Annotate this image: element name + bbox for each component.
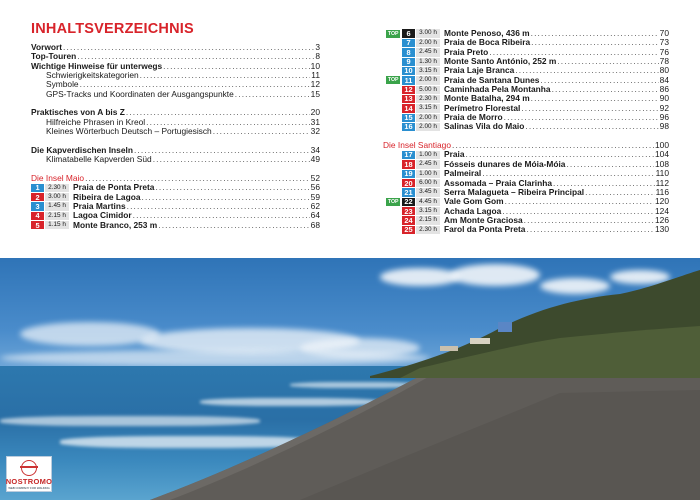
tour-duration: 3.00 h [45, 193, 69, 201]
building [470, 338, 490, 344]
page-number: 56 [310, 182, 320, 193]
page-number: 124 [655, 205, 669, 216]
tour-duration: 2.00 h [416, 123, 440, 131]
tour-title: Praia [444, 149, 465, 160]
page-number: 96 [659, 112, 669, 123]
leader-dots [531, 29, 659, 38]
toc-entry[interactable] [383, 104, 669, 113]
leader-dots [134, 146, 310, 155]
page-number: 73 [659, 37, 669, 48]
top-badge: TOP [387, 198, 399, 205]
logo-tagline: WEB COMPANY FOR WALKING [8, 486, 50, 490]
tour-number: 18 [402, 160, 415, 168]
leader-dots [158, 221, 309, 230]
toc-entry[interactable] [31, 127, 320, 136]
page-number: 76 [659, 46, 669, 57]
tour-title: Vale Gom Gom [444, 196, 504, 207]
tour-title: Praia Preto [444, 46, 489, 57]
top-badge: TOP [387, 30, 399, 37]
tour-number: 1 [31, 184, 44, 192]
toc-column-left [31, 43, 320, 230]
page-number: 90 [659, 93, 669, 104]
page-number: 126 [655, 214, 669, 225]
tour-title: Monte Branco, 253 m [73, 219, 158, 230]
page-number: 78 [659, 56, 669, 67]
tour-duration: 2.30 h [416, 226, 440, 234]
tour-number: 24 [402, 216, 415, 224]
tour-number: 13 [402, 95, 415, 103]
leader-dots [557, 57, 658, 66]
leader-dots [552, 85, 659, 94]
toc-entry[interactable] [383, 113, 669, 122]
tour-duration: 2.00 h [416, 114, 440, 122]
leader-dots [531, 38, 659, 47]
page-number: 130 [655, 224, 669, 235]
toc-entry[interactable] [383, 197, 669, 206]
toc-entry[interactable] [383, 94, 669, 103]
page-number: 120 [655, 196, 669, 207]
tour-title: Achada Lagoa [444, 205, 502, 216]
tour-number: 2 [31, 193, 44, 201]
leader-dots [163, 62, 310, 71]
page-number: 8 [315, 51, 320, 62]
toc-entry[interactable] [383, 225, 669, 234]
leader-dots [566, 160, 654, 169]
entry-title: Kleines Wörterbuch Deutsch – Portugiesisch [46, 126, 212, 137]
page-number: 112 [655, 177, 669, 188]
page-number: 59 [310, 191, 320, 202]
leader-dots [141, 193, 309, 202]
page-number: 86 [659, 84, 669, 95]
leader-dots [521, 104, 658, 113]
building [498, 322, 512, 332]
top-badge-slot [383, 198, 400, 206]
tour-number: 5 [31, 221, 44, 229]
leader-dots [504, 113, 659, 122]
entry-title: Schwierigkeitskategorien [46, 70, 139, 81]
tour-title: Praia de Ponta Preta [73, 182, 155, 193]
page-number: 68 [310, 219, 320, 230]
tour-duration: 6.00 h [416, 179, 440, 187]
page-number: 104 [655, 149, 669, 160]
tour-number: 25 [402, 226, 415, 234]
leader-dots [127, 202, 310, 211]
tour-number: 4 [31, 212, 44, 220]
page-number: 108 [655, 158, 669, 169]
entry-title: Die Kapverdischen Inseln [31, 144, 133, 155]
tour-title: Ribeira de Lagoa [73, 191, 141, 202]
page-number: 110 [655, 168, 669, 179]
page-number: 116 [655, 186, 669, 197]
page-number: 49 [310, 154, 320, 165]
leader-dots [213, 127, 310, 136]
toc-entry[interactable] [31, 155, 320, 164]
page-number: 100 [655, 140, 669, 151]
tour-title: Fósseis dunares de Móia-Móia [444, 158, 566, 169]
tour-title: Monte Santo António, 252 m [444, 56, 557, 67]
toc-entry[interactable] [383, 141, 669, 150]
tour-title: Praia de Santana Dunes [444, 74, 540, 85]
tour-number: 19 [402, 170, 415, 178]
tour-number: 22 [402, 198, 415, 206]
tour-duration: 4.45 h [416, 198, 440, 206]
page-number: 34 [310, 144, 320, 155]
cliff [0, 258, 700, 500]
tour-title: Lagoa Cimidor [73, 210, 132, 221]
tour-duration: 2.30 h [416, 95, 440, 103]
page-number: 12 [310, 79, 320, 90]
page-number: 15 [310, 88, 320, 99]
page-number: 52 [310, 172, 320, 183]
tour-number: 11 [402, 76, 415, 84]
page-number: 70 [659, 28, 669, 38]
tour-title: Monte Batalha, 294 m [444, 93, 530, 104]
tour-duration: 3.00 h [416, 29, 440, 37]
leader-dots [585, 188, 655, 197]
entry-title: Wichtige Hinweise für unterwegs [31, 60, 163, 71]
toc-entry[interactable] [383, 38, 669, 47]
tour-number: 8 [402, 48, 415, 56]
page-number: 80 [659, 65, 669, 76]
tour-number: 9 [402, 58, 415, 66]
entry-title: Hilfreiche Phrasen in Kreol [46, 116, 146, 127]
leader-dots [452, 141, 654, 150]
tour-title: Praia Laje Branca [444, 65, 515, 76]
tour-number: 16 [402, 123, 415, 131]
tour-number: 3 [31, 202, 44, 210]
tour-duration: 2.15 h [416, 216, 440, 224]
building [440, 346, 458, 351]
toc-entry[interactable] [383, 57, 669, 66]
toc-entry[interactable] [383, 160, 669, 169]
tour-duration: 1.00 h [416, 170, 440, 178]
publisher-logo [6, 456, 52, 492]
tour-number: 10 [402, 67, 415, 75]
tour-title: Assomada – Praia Clarinha [444, 177, 552, 188]
tour-duration: 3.15 h [416, 67, 440, 75]
page-number: 31 [310, 116, 320, 127]
tour-title: Praia de Morro [444, 112, 503, 123]
tour-number: 6 [402, 29, 415, 37]
leader-dots [505, 197, 654, 206]
toc-entry[interactable] [383, 122, 669, 131]
leader-dots [153, 155, 310, 164]
page-number: 3 [315, 42, 320, 52]
tour-number: 21 [402, 188, 415, 196]
tour-number: 14 [402, 104, 415, 112]
leader-dots [126, 108, 310, 117]
toc-entry[interactable] [383, 216, 669, 225]
leader-dots [531, 94, 659, 103]
tour-title: Serra Malagueta – Ribeira Principal [444, 186, 585, 197]
tour-duration: 2.45 h [416, 48, 440, 56]
tour-title: Salinas Vila do Maio [444, 121, 525, 132]
tour-title: Monte Penoso, 436 m [444, 28, 530, 38]
logo-name: NOSTROMO [5, 477, 53, 486]
tour-title: Palmeiral [444, 168, 482, 179]
tour-number: 23 [402, 207, 415, 215]
leader-dots [155, 183, 309, 192]
tour-duration: 2.00 h [416, 39, 440, 47]
leader-dots [525, 122, 658, 131]
leader-dots [540, 76, 658, 85]
tour-duration: 5.00 h [416, 86, 440, 94]
leader-dots [133, 211, 310, 220]
leader-dots [526, 225, 654, 234]
toc-entry[interactable] [31, 90, 320, 99]
tour-number: 7 [402, 39, 415, 47]
toc-entry[interactable] [383, 207, 669, 216]
page-number: 62 [310, 200, 320, 211]
tour-title: Praia Martins [73, 200, 126, 211]
leader-dots [524, 216, 654, 225]
toc-entry[interactable] [31, 221, 320, 230]
tour-title: Am Monte Graciosa [444, 214, 523, 225]
page-number: 11 [311, 70, 320, 81]
page-number: 64 [310, 210, 320, 221]
entry-title: Vorwort [31, 42, 63, 52]
tour-duration: 3.15 h [416, 207, 440, 215]
leader-dots [63, 43, 314, 52]
top-badge: TOP [387, 77, 399, 84]
tour-title: Perímetro Florestal [444, 102, 521, 113]
tour-duration: 2.00 h [416, 76, 440, 84]
tour-duration: 1.00 h [416, 151, 440, 159]
beach-photo [0, 258, 700, 500]
entry-title: GPS-Tracks und Koordinaten der Ausgangspunkte [46, 88, 234, 99]
tour-number: 17 [402, 151, 415, 159]
page-number: 32 [310, 126, 320, 137]
tour-number: 20 [402, 179, 415, 187]
page-title: INHALTSVERZEICHNIS [31, 21, 194, 37]
tour-title: Praia de Boca Ribeira [444, 37, 531, 48]
tour-duration: 3.15 h [416, 104, 440, 112]
tour-duration: 2.30 h [45, 184, 69, 192]
page-number: 92 [659, 102, 669, 113]
page-number: 84 [659, 74, 669, 85]
entry-title: Praktisches von A bis Z [31, 107, 125, 118]
tour-duration: 2.45 h [416, 160, 440, 168]
tour-duration: 2.15 h [45, 212, 69, 220]
section-heading: Die Insel Maio [31, 172, 85, 183]
globe-icon [21, 460, 37, 476]
leader-dots [502, 207, 654, 216]
entry-title: Klimatabelle Kapverden Süd [46, 154, 152, 165]
toc-entry[interactable] [383, 188, 669, 197]
tour-duration: 1.45 h [45, 202, 69, 210]
tour-duration: 1.15 h [45, 221, 69, 229]
page-number: 20 [310, 107, 320, 118]
entry-title: Top-Touren [31, 51, 77, 62]
top-badge-slot [383, 76, 400, 84]
section-heading: Die Insel Santiago [383, 140, 451, 151]
entry-title: Symbole [46, 79, 79, 90]
page-number: 10 [310, 60, 320, 71]
leader-dots [140, 71, 311, 80]
tour-duration: 1.30 h [416, 58, 440, 66]
tour-title: Caminhada Pela Montanha [444, 84, 551, 95]
tour-duration: 3.45 h [416, 188, 440, 196]
page-number: 98 [659, 121, 669, 132]
tour-title: Farol da Ponta Preta [444, 224, 526, 235]
tour-number: 15 [402, 114, 415, 122]
tour-number: 12 [402, 86, 415, 94]
leader-dots [235, 90, 310, 99]
top-badge-slot [383, 30, 400, 38]
toc-column-right [383, 29, 669, 235]
